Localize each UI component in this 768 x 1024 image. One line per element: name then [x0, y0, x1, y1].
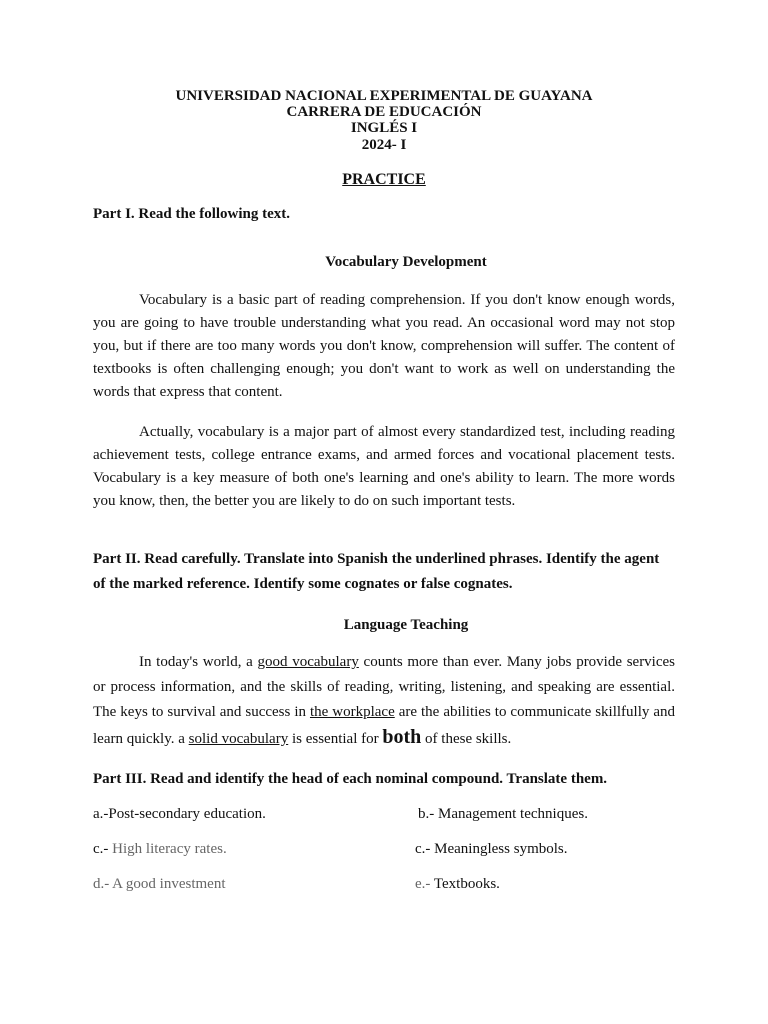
- underlined-phrase: good vocabulary: [257, 654, 359, 670]
- underlined-phrase: the workplace: [309, 704, 395, 720]
- part2-text: of these skills.: [421, 731, 512, 747]
- list-item: [418, 806, 588, 823]
- item-label: a.-: [93, 806, 109, 822]
- part2-instruction-line1: Part II. Read carefully. Translate into Spanish the underlined phrases. Identify the agent: [93, 551, 660, 567]
- part2-text: counts more than ever. Many jobs provide services or process information, and the skills of reading, writing, listening, and speaking are essential. The keys to survival and success in: [93, 654, 676, 720]
- part1-title: Vocabulary Development: [325, 254, 487, 270]
- underlined-phrase: solid vocabulary: [188, 731, 289, 747]
- part1-instruction: Part I. Read the following text.: [93, 206, 291, 222]
- item-text: Textbooks.: [433, 876, 500, 892]
- part1-paragraph-1: Vocabulary is a basic part of reading comprehension. If you don't know enough words, you are going to have trouble understanding what you read. An occasional word may not stop you, but if there are too many words you don't know, comprehension will suffer. The content of textbooks is often challenging enough; you don't want to work as well on understanding the words that express that content.: [93, 292, 675, 400]
- item-text: Management techniques.: [438, 806, 588, 822]
- university-name: UNIVERSIDAD NACIONAL EXPERIMENTAL DE GUAYANA: [175, 88, 593, 104]
- item-label: c.-: [93, 841, 113, 857]
- item-label: e.-: [415, 876, 434, 892]
- list-item: [93, 841, 227, 858]
- list-item: [415, 876, 500, 893]
- item-text: High literacy rates.: [112, 841, 227, 857]
- part2-text: In today's world, a: [139, 654, 258, 670]
- item-text: A good investment: [112, 876, 226, 892]
- item-label: b.-: [418, 806, 438, 822]
- list-item: [415, 841, 568, 858]
- part1-paragraph-2: Actually, vocabulary is a major part of almost every standardized test, including reading achievement tests, college entrance exams, and armed forces and vocational placement tests. Vocabulary is a key measure of both one's learning and one's ability to learn. The more words you know, then, the better you are likely to do on such important tests.: [93, 424, 675, 509]
- practice-title: PRACTICE: [342, 171, 426, 188]
- part3-instruction: Part III. Read and identify the head of each nominal compound. Translate them.: [93, 771, 608, 787]
- term-label: 2024- I: [361, 137, 407, 153]
- course-name: INGLÉS I: [350, 120, 418, 136]
- part2-instruction-line2: of the marked reference. Identify some cognates or false cognates.: [93, 576, 513, 592]
- part2-text: are the abilities to communicate skillfully and learn quickly. a: [93, 704, 676, 747]
- item-label: c.-: [415, 841, 435, 857]
- list-item: [93, 806, 266, 823]
- item-label: d.-: [93, 876, 113, 892]
- part2-paragraph: [93, 650, 675, 752]
- item-text: Post-secondary education.: [108, 806, 266, 822]
- part2-text: is essential for: [288, 731, 383, 747]
- marked-reference: both: [382, 726, 422, 748]
- list-item: [93, 876, 226, 893]
- item-text: Meaningless symbols.: [434, 841, 568, 857]
- part2-title: Language Teaching: [343, 617, 469, 633]
- career-name: CARRERA DE EDUCACIÓN: [286, 104, 482, 120]
